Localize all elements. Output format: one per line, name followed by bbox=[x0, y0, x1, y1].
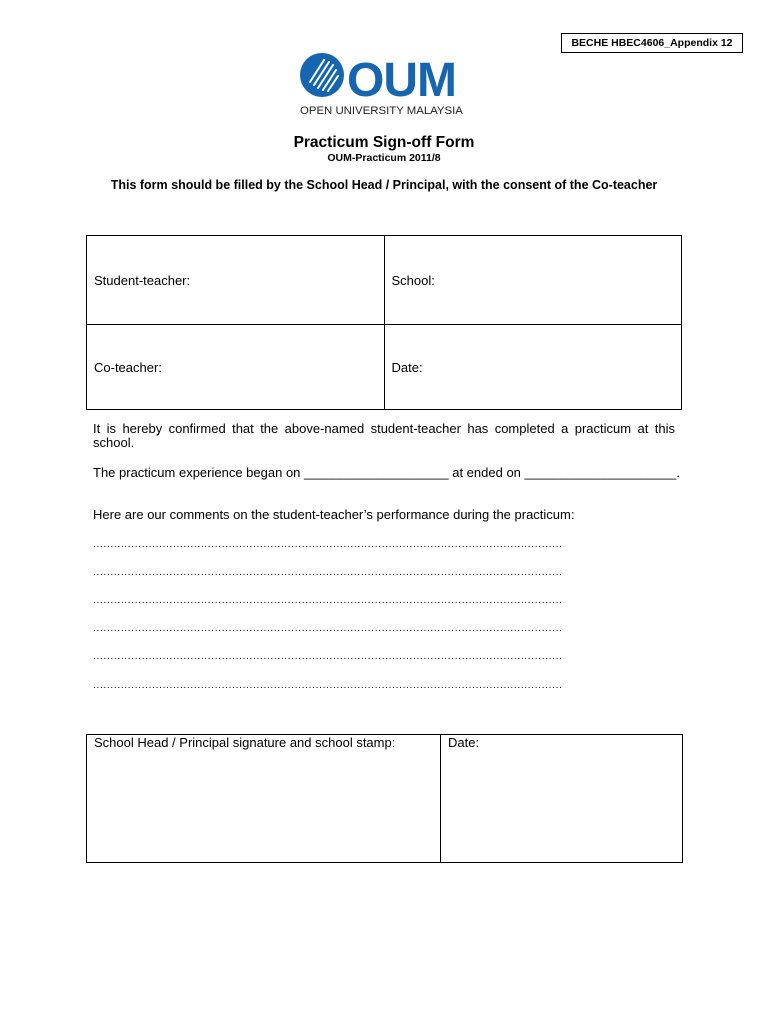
form-code: OUM-Practicum 2011/8 bbox=[327, 152, 441, 164]
signature-date-label: Date: bbox=[448, 735, 480, 750]
comment-line-5[interactable]: ....................................................................................................................................... bbox=[93, 651, 563, 662]
appendix-reference: BECHE HBEC4606_Appendix 12 bbox=[561, 33, 743, 53]
comment-line-4[interactable]: ....................................................................................................................................... bbox=[93, 623, 563, 634]
school-cell[interactable] bbox=[384, 236, 682, 325]
comment-line-2[interactable]: ....................................................................................................................................... bbox=[93, 567, 563, 578]
signature-label: School Head / Principal signature and school stamp: bbox=[94, 735, 396, 750]
signature-stamp-cell[interactable] bbox=[87, 735, 441, 863]
comment-line-6[interactable]: ....................................................................................................................................... bbox=[93, 680, 563, 691]
school-label: School: bbox=[391, 272, 435, 288]
logo-subtext: OPEN UNIVERSITY MALAYSIA bbox=[300, 105, 463, 117]
oum-logo bbox=[299, 52, 469, 118]
form-instruction: This form should be filled by the School Head / Principal, with the consent of the Co-teacher bbox=[110, 178, 658, 192]
confirmation-text: It is hereby confirmed that the above-named student-teacher has completed a practicum at this school. bbox=[93, 421, 675, 450]
student-teacher-label: Student-teacher: bbox=[94, 272, 191, 288]
logo-wordmark: OUM bbox=[347, 54, 456, 107]
co-teacher-label: Co-teacher: bbox=[94, 359, 162, 375]
details-table bbox=[86, 235, 682, 410]
co-teacher-cell[interactable] bbox=[87, 325, 385, 410]
signature-date-cell[interactable] bbox=[441, 735, 683, 863]
comment-line-3[interactable]: ....................................................................................................................................... bbox=[93, 595, 563, 606]
practicum-dates-sentence: The practicum experience began on ____________________ at ended on _____________________. bbox=[93, 465, 680, 480]
date-cell[interactable] bbox=[384, 325, 682, 410]
signature-table bbox=[86, 734, 683, 863]
comment-line-1[interactable]: ....................................................................................................................................... bbox=[93, 539, 563, 550]
comments-intro: Here are our comments on the student-teacher’s performance during the practicum: bbox=[93, 507, 575, 522]
form-title: Practicum Sign-off Form bbox=[293, 134, 475, 151]
student-teacher-cell[interactable] bbox=[87, 236, 385, 325]
date-label: Date: bbox=[391, 359, 423, 375]
